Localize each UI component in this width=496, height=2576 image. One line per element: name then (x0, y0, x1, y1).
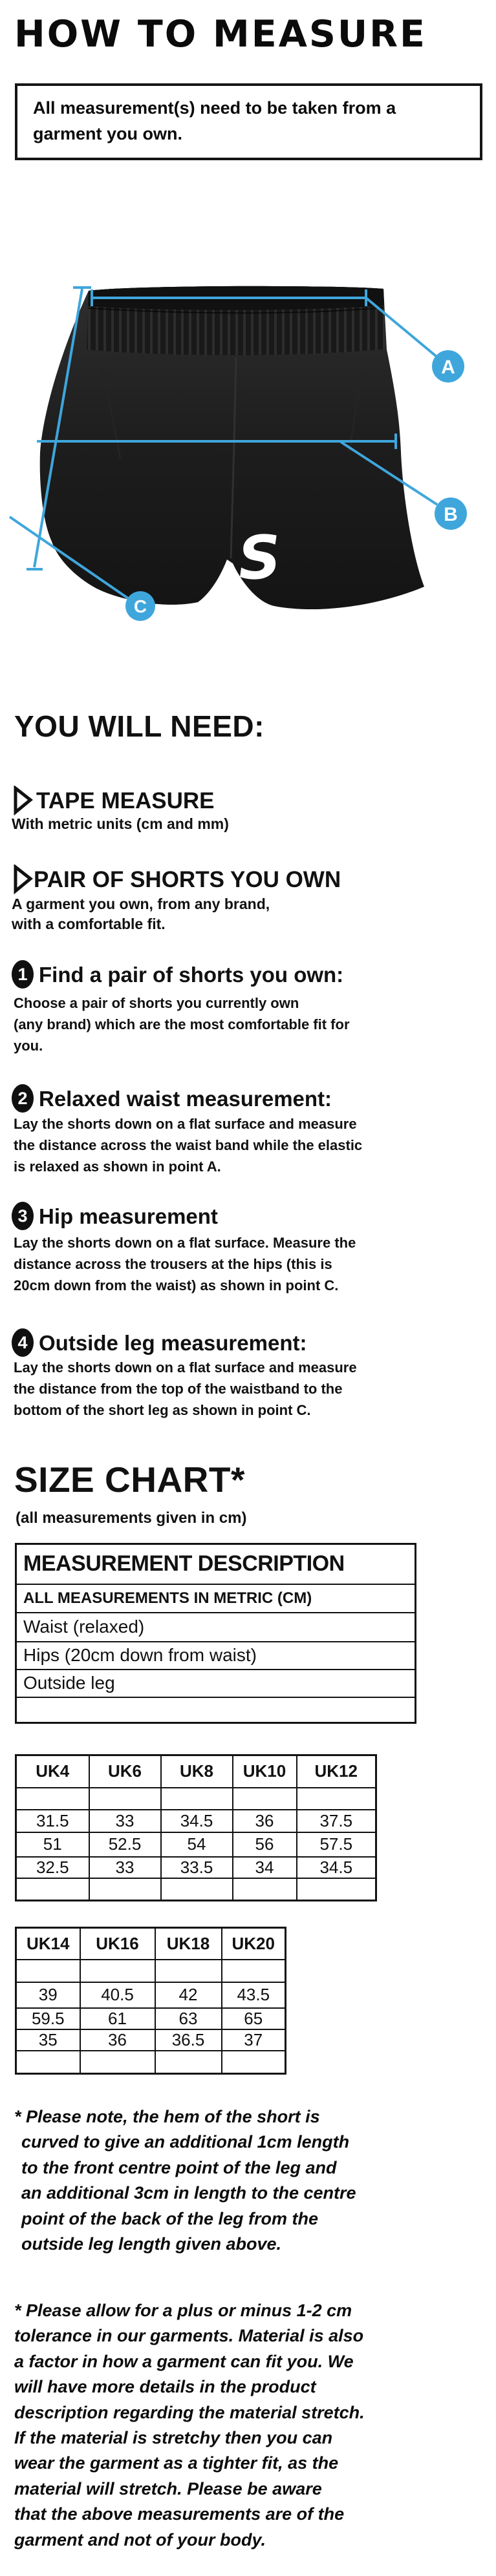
footnote-line: that the above measurements are of the (14, 2504, 345, 2524)
step-2-body (14, 1113, 362, 1177)
step-1-line-1: Choose a pair of shorts you currently own (14, 995, 299, 1011)
footnote-line: description regarding the material stretch. (14, 2402, 365, 2422)
empty-cell (297, 1788, 376, 1810)
size-chart-heading: SIZE CHART* (14, 1460, 245, 1500)
table-row (16, 1960, 286, 1982)
need-item-tape-measure-desc: With metric units (cm and mm) (12, 815, 229, 832)
size-table-uk14-uk20 (15, 1927, 286, 2075)
step-3-body (14, 1232, 356, 1296)
outside-leg-value-cell: 33.5 (161, 1857, 233, 1878)
outside-leg-value-cell: 36 (80, 2029, 155, 2051)
table-row (16, 2051, 286, 2074)
empty-cell (297, 1878, 376, 1901)
need-item-shorts-desc (12, 894, 270, 934)
step-3-line-3: 20cm down from the waist) as shown in point C. (14, 1277, 339, 1293)
footnote-line: garment and not of your body. (14, 2529, 266, 2550)
step-1-title: Find a pair of shorts you own: (39, 963, 344, 987)
outside-leg-value-cell: 34 (233, 1857, 297, 1878)
step-3-line-2: distance across the trousers at the hips (this is (14, 1256, 332, 1272)
outside-leg-label-cell: Outside leg (16, 1670, 416, 1697)
need-item-tape-measure-title: TAPE MEASURE (36, 788, 215, 813)
table-row (16, 1832, 376, 1857)
empty-cell (89, 1788, 161, 1810)
step-4-line-1: Lay the shorts down on a flat surface and measure (14, 1359, 357, 1376)
empty-cell (16, 1788, 89, 1810)
hips-value-cell: 56 (233, 1832, 297, 1857)
step-4-line-3: bottom of the short leg as shown in point C. (14, 1402, 311, 1418)
table-row (16, 1982, 286, 2008)
hips-value-cell: 63 (155, 2008, 222, 2029)
empty-cell (161, 1878, 233, 1901)
footnote-line: material will stretch. Please be aware (14, 2478, 322, 2498)
size-header-cell: UK4 (16, 1755, 89, 1788)
size-table-uk4-uk12 (15, 1754, 377, 1901)
triangle-bullet-icon (13, 786, 34, 815)
table-row (16, 1544, 416, 1584)
step-1-number-badge: 1 (12, 960, 34, 989)
waist-value-cell: 40.5 (80, 1982, 155, 2008)
table-row (16, 1810, 376, 1832)
step-1-body (14, 992, 350, 1056)
size-header-cell: UK10 (233, 1755, 297, 1788)
table-row (16, 1670, 416, 1697)
point-b-label: B (444, 504, 458, 525)
notice-line-2: garment you own. (33, 124, 183, 143)
empty-cell (233, 1878, 297, 1901)
footnote-tolerance-note (14, 2298, 365, 2553)
step-4-line-2: the distance from the top of the waistband to the (14, 1381, 343, 1397)
waist-value-cell: 34.5 (161, 1810, 233, 1832)
empty-cell (16, 2051, 80, 2074)
table-row (16, 1613, 416, 1642)
step-2-line-2: the distance across the waist band while the elastic (14, 1137, 363, 1153)
table-row (16, 2008, 286, 2029)
waist-relaxed-label-cell: Waist (relaxed) (16, 1613, 416, 1642)
step-3-title: Hip measurement (39, 1204, 218, 1228)
waist-value-cell: 39 (16, 1982, 80, 2008)
step-1-line-2: (any brand) which are the most comfortable fit for (14, 1016, 350, 1032)
step-3-number-badge: 3 (12, 1202, 34, 1230)
notice-text (33, 95, 396, 147)
outside-leg-value-cell: 34.5 (297, 1857, 376, 1878)
table-row (16, 1642, 416, 1670)
step-2-title: Relaxed waist measurement: (39, 1087, 332, 1111)
waist-value-cell: 43.5 (222, 1982, 286, 2008)
measurement-description-header-cell: MEASUREMENT DESCRIPTION (16, 1544, 416, 1584)
empty-cell (222, 1960, 286, 1982)
hips-value-cell: 54 (161, 1832, 233, 1857)
table-row (16, 1788, 376, 1810)
outside-leg-value-cell: 37 (222, 2029, 286, 2051)
size-header-cell: UK12 (297, 1755, 376, 1788)
empty-cell (16, 1960, 80, 1982)
hips-value-cell: 52.5 (89, 1832, 161, 1857)
footnote-line: * Please allow for a plus or minus 1-2 cm (14, 2301, 352, 2320)
size-header-cell: UK6 (89, 1755, 161, 1788)
step-2-line-1: Lay the shorts down on a flat surface and measure (14, 1116, 357, 1132)
page-title: HOW TO MEASURE (14, 13, 427, 56)
step-4-body (14, 1357, 357, 1421)
point-a-label: A (441, 357, 455, 378)
footnote-line: curved to give an additional 1cm length (21, 2132, 350, 2152)
footnote-line: to the front centre point of the leg and (21, 2157, 337, 2177)
hips-value-cell: 65 (222, 2008, 286, 2029)
step-3-line-1: Lay the shorts down on a flat surface. Measure the (14, 1235, 356, 1251)
empty-cell (16, 1697, 416, 1723)
table-row (16, 1928, 286, 1960)
footnote-hem-note (14, 2104, 356, 2257)
empty-cell (233, 1788, 297, 1810)
size-header-cell: UK20 (222, 1928, 286, 1960)
footnote-line: will have more details in the product (14, 2377, 316, 2397)
notice-box (15, 83, 482, 160)
outside-leg-value-cell: 32.5 (16, 1857, 89, 1878)
footnote-line: an additional 3cm in length to the centre (21, 2183, 356, 2203)
waist-value-cell: 37.5 (297, 1810, 376, 1832)
hips-value-cell: 61 (80, 2008, 155, 2029)
outside-leg-value-cell: 33 (89, 1857, 161, 1878)
footnote-line: point of the back of the leg from the (21, 2208, 318, 2228)
footnote-line: a factor in how a garment can fit you. We (14, 2351, 354, 2371)
size-header-cell: UK14 (16, 1928, 80, 1960)
empty-cell (16, 1878, 89, 1901)
step-4-title: Outside leg measurement: (39, 1331, 307, 1355)
size-chart-subheading: (all measurements given in cm) (16, 1509, 247, 1527)
step-2-line-3: is relaxed as shown in point A. (14, 1158, 221, 1175)
empty-cell (155, 1960, 222, 1982)
need-item-shorts-title: PAIR OF SHORTS YOU OWN (34, 867, 341, 892)
measurement-description-table (15, 1543, 416, 1724)
outside-leg-value-cell: 35 (16, 2029, 80, 2051)
footnote-line: tolerance in our garments. Material is also (14, 2326, 364, 2346)
table-row (16, 2029, 286, 2051)
step-4-number-badge: 4 (12, 1328, 34, 1357)
need-item-shorts-desc-line-1: A garment you own, from any brand, (12, 895, 270, 912)
footnote-line: * Please note, the hem of the short is (14, 2107, 320, 2126)
waist-value-cell: 36 (233, 1810, 297, 1832)
step-2-number-badge: 2 (12, 1084, 34, 1113)
shorts-measurement-diagram (0, 239, 496, 698)
empty-cell (80, 1960, 155, 1982)
you-will-need-heading: YOU WILL NEED: (14, 709, 264, 743)
outside-leg-value-cell: 36.5 (155, 2029, 222, 2051)
waist-value-cell: 42 (155, 1982, 222, 2008)
hips-value-cell: 51 (16, 1832, 89, 1857)
brand-s-logo: S (236, 522, 283, 594)
empty-cell (161, 1788, 233, 1810)
empty-cell (155, 2051, 222, 2074)
waist-value-cell: 33 (89, 1810, 161, 1832)
footnote-line: If the material is stretchy then you can (14, 2428, 333, 2448)
hips-value-cell: 59.5 (16, 2008, 80, 2029)
empty-cell (89, 1878, 161, 1901)
empty-cell (80, 2051, 155, 2074)
triangle-bullet-icon (13, 864, 34, 894)
footnote-line: wear the garment as a tighter fit, as the (14, 2453, 339, 2473)
metric-unit-cell: ALL MEASUREMENTS IN METRIC (CM) (16, 1584, 416, 1613)
empty-cell (222, 2051, 286, 2074)
table-row (16, 1697, 416, 1723)
table-row (16, 1584, 416, 1613)
footnote-line: outside leg length given above. (21, 2234, 282, 2254)
point-c-label: C (133, 596, 147, 616)
table-row (16, 1857, 376, 1878)
step-1-line-3: you. (14, 1038, 43, 1054)
table-row (16, 1755, 376, 1788)
hips-label-cell: Hips (20cm down from waist) (16, 1642, 416, 1670)
hips-value-cell: 57.5 (297, 1832, 376, 1857)
need-item-shorts-desc-line-2: with a comfortable fit. (12, 916, 166, 932)
waist-value-cell: 31.5 (16, 1810, 89, 1832)
size-header-cell: UK16 (80, 1928, 155, 1960)
size-header-cell: UK18 (155, 1928, 222, 1960)
notice-line-1: All measurement(s) need to be taken from a (33, 98, 396, 118)
size-header-cell: UK8 (161, 1755, 233, 1788)
table-row (16, 1878, 376, 1901)
